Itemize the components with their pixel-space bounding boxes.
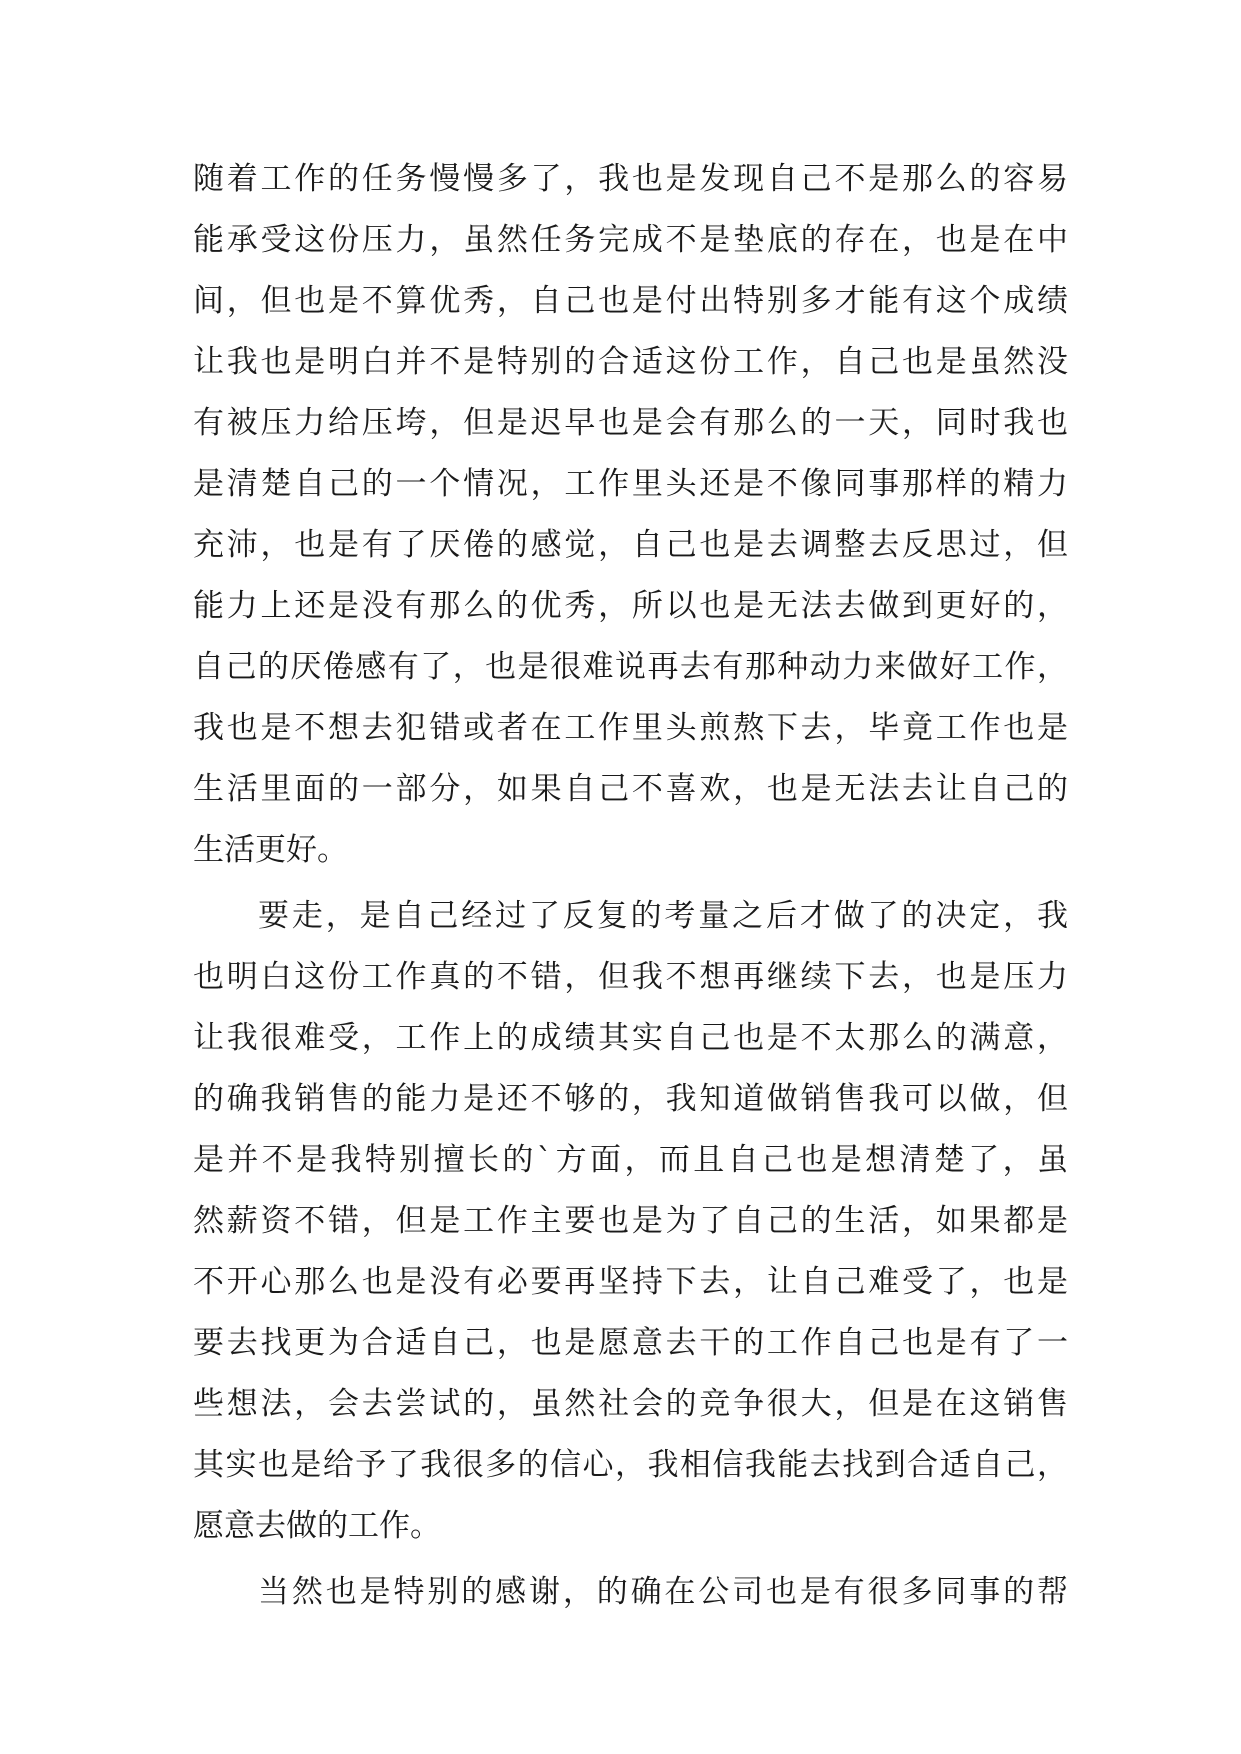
text-line: 自己的厌倦感有了，也是很难说再去有那种动力来做好工作， xyxy=(193,649,1068,685)
text-line: 让我也是明白并不是特别的合适这份工作，自己也是虽然没 xyxy=(193,344,1068,380)
text-line: 愿意去做的工作。 xyxy=(193,1508,441,1544)
text-line: 间，但也是不算优秀，自己也是付出特别多才能有这个成绩 xyxy=(193,283,1068,319)
text-line: 也明白这份工作真的不错，但我不想再继续下去，也是压力 xyxy=(193,959,1068,995)
text-line: 然薪资不错，但是工作主要也是为了自己的生活，如果都是 xyxy=(193,1203,1068,1239)
text-line: 要走，是自己经过了反复的考量之后才做了的决定，我 xyxy=(258,898,1068,934)
text-line: 当然也是特别的感谢，的确在公司也是有很多同事的帮 xyxy=(258,1574,1068,1610)
text-line: 有被压力给压垮，但是迟早也是会有那么的一天，同时我也 xyxy=(193,405,1068,441)
text-line: 是并不是我特别擅长的`方面，而且自己也是想清楚了，虽 xyxy=(193,1142,1068,1178)
text-line: 要去找更为合适自己，也是愿意去干的工作自己也是有了一 xyxy=(193,1325,1068,1361)
text-line: 是清楚自己的一个情况，工作里头还是不像同事那样的精力 xyxy=(193,466,1068,502)
text-line: 能力上还是没有那么的优秀，所以也是无法去做到更好的， xyxy=(193,588,1068,624)
text-line: 生活里面的一部分，如果自己不喜欢，也是无法去让自己的 xyxy=(193,771,1068,807)
text-line: 让我很难受，工作上的成绩其实自己也是不太那么的满意， xyxy=(193,1020,1068,1056)
text-line: 的确我销售的能力是还不够的，我知道做销售我可以做，但 xyxy=(193,1081,1068,1117)
text-line: 其实也是给予了我很多的信心，我相信我能去找到合适自己， xyxy=(193,1447,1068,1483)
text-line: 充沛，也是有了厌倦的感觉，自己也是去调整去反思过，但 xyxy=(193,527,1068,563)
text-line: 随着工作的任务慢慢多了，我也是发现自己不是那么的容易 xyxy=(193,161,1068,197)
text-line: 些想法，会去尝试的，虽然社会的竞争很大，但是在这销售 xyxy=(193,1386,1068,1422)
text-line: 能承受这份压力，虽然任务完成不是垫底的存在，也是在中 xyxy=(193,222,1068,258)
text-line: 不开心那么也是没有必要再坚持下去，让自己难受了，也是 xyxy=(193,1264,1068,1300)
text-line: 我也是不想去犯错或者在工作里头煎熬下去，毕竟工作也是 xyxy=(193,710,1068,746)
text-line: 生活更好。 xyxy=(193,832,348,868)
